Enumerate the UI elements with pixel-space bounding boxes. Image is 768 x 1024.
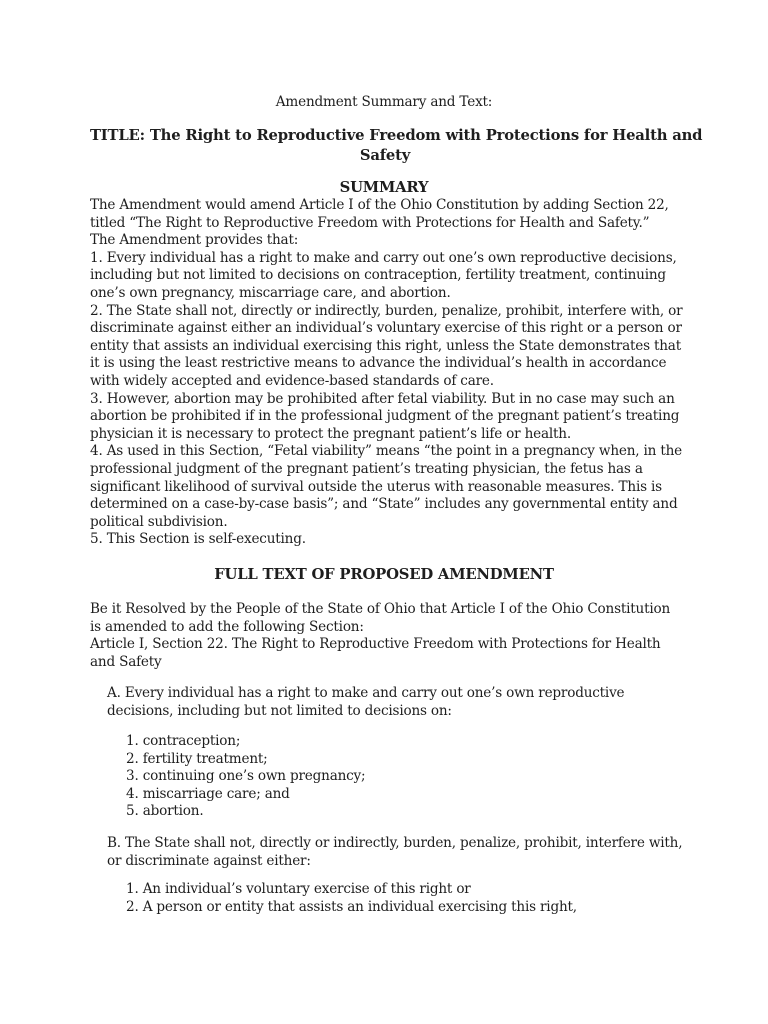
summary-line: professional judgment of the pregnant patient’s treating physician, the fetus has a bbox=[90, 460, 643, 477]
section-b-list bbox=[126, 881, 686, 916]
summary-line: physician it is necessary to protect the pregnant patient’s life or health. bbox=[90, 425, 571, 442]
summary-line: 2. The State shall not, directly or indirectly, burden, penalize, prohibit, interfere with, or bbox=[90, 302, 683, 319]
summary-line: discriminate against either an individual’s voluntary exercise of this right or a person or bbox=[90, 320, 682, 337]
list-item: 1. contraception; bbox=[126, 733, 241, 749]
summary-line: political subdivision. bbox=[90, 513, 228, 530]
list-item: 3. continuing one’s own pregnancy; bbox=[126, 768, 366, 785]
summary-line: 4. As used in this Section, “Fetal viability” means “the point in a pregnancy when, in the bbox=[90, 443, 682, 460]
section-a-list bbox=[126, 733, 686, 821]
summary-text bbox=[90, 197, 690, 549]
intro-line: Article I, Section 22. The Right to Reproductive Freedom with Protections for Health bbox=[90, 636, 661, 653]
intro-line: is amended to add the following Section: bbox=[90, 618, 364, 635]
amendment-title-line: TITLE: The Right to Reproductive Freedom with Protections for Health and bbox=[90, 127, 703, 144]
summary-line: with widely accepted and evidence-based standards of care. bbox=[90, 372, 494, 389]
summary-line: The Amendment would amend Article I of the Ohio Constitution by adding Section 22, bbox=[90, 197, 669, 213]
amendment-title bbox=[90, 126, 703, 166]
section-a-line: decisions, including but not limited to decisions on: bbox=[107, 702, 452, 719]
section-a-line: A. Every individual has a right to make and carry out one’s own reproductive bbox=[107, 685, 625, 701]
list-item: 1. An individual’s voluntary exercise of this right or bbox=[126, 881, 471, 897]
summary-line: entity that assists an individual exercising this right, unless the State demonstrates that bbox=[90, 337, 681, 354]
list-item: 2. fertility treatment; bbox=[126, 750, 268, 767]
summary-line: it is using the least restrictive means to advance the individual’s health in accordance bbox=[90, 355, 667, 372]
summary-line: abortion be prohibited if in the professional judgment of the pregnant patient’s treating bbox=[90, 408, 680, 425]
summary-line: one’s own pregnancy, miscarriage care, and abortion. bbox=[90, 284, 451, 301]
document-caption: Amendment Summary and Text: bbox=[275, 94, 493, 110]
list-item: 2. A person or entity that assists an individual exercising this right, bbox=[126, 898, 577, 915]
summary-line: 3. However, abortion may be prohibited after fetal viability. But in no case may such an bbox=[90, 390, 675, 407]
summary-line: The Amendment provides that: bbox=[90, 232, 299, 249]
section-b-line: or discriminate against either: bbox=[107, 852, 311, 869]
full-text-heading: FULL TEXT OF PROPOSED AMENDMENT bbox=[214, 566, 554, 583]
summary-line: significant likelihood of survival outside the uterus with reasonable measures. This is bbox=[90, 478, 662, 495]
section-b-line: B. The State shall not, directly or indirectly, burden, penalize, prohibit, interfere with, bbox=[107, 835, 683, 851]
intro-line: and Safety bbox=[90, 653, 162, 670]
list-item: 4. miscarriage care; and bbox=[126, 785, 290, 802]
intro-line: Be it Resolved by the People of the State of Ohio that Article I of the Ohio Constitution bbox=[90, 601, 671, 617]
summary-line: 1. Every individual has a right to make and carry out one’s own reproductive decisions, bbox=[90, 249, 677, 266]
summary-line: determined on a case-by-case basis”; and “State” includes any governmental entity and bbox=[90, 496, 678, 513]
full-text-intro bbox=[90, 601, 690, 671]
amendment-title-line: Safety bbox=[359, 147, 411, 164]
summary-heading: SUMMARY bbox=[339, 179, 429, 196]
section-b-paragraph bbox=[107, 835, 687, 870]
summary-line: including but not limited to decisions on contraception, fertility treatment, continuing bbox=[90, 267, 666, 284]
summary-line: 5. This Section is self-executing. bbox=[90, 531, 306, 548]
list-item: 5. abortion. bbox=[126, 803, 204, 820]
section-a-paragraph bbox=[107, 685, 687, 720]
summary-line: titled “The Right to Reproductive Freedom with Protections for Health and Safety.” bbox=[90, 214, 650, 231]
